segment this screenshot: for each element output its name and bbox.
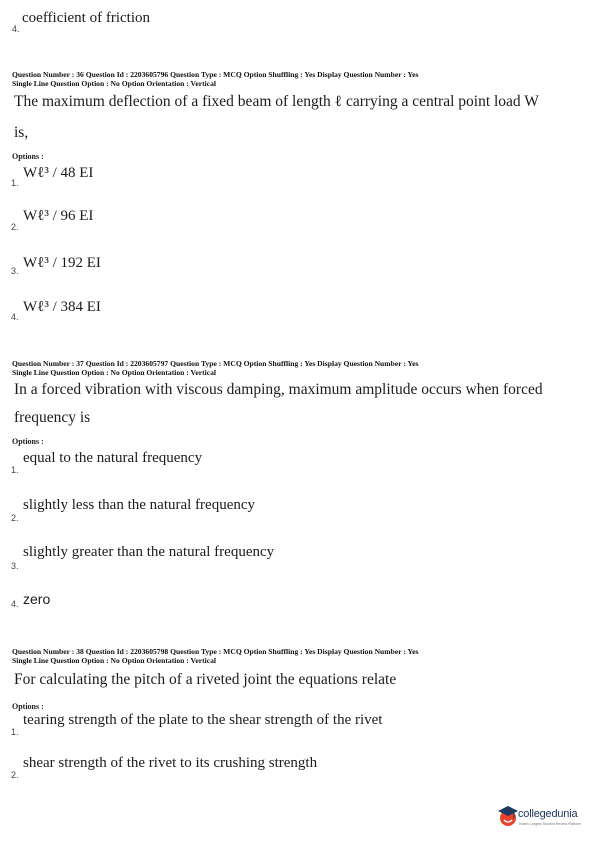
option-number: 4. — [11, 599, 19, 609]
question-meta — [12, 648, 418, 665]
option-number: 3. — [11, 561, 19, 571]
options-label: Options : — [12, 702, 44, 711]
option-text[interactable]: slightly greater than the natural frequency — [23, 544, 275, 560]
option-text[interactable]: Wℓ³ / 96 EI — [23, 208, 94, 224]
logo-tagline: India's Largest Student Review Platform — [519, 822, 582, 826]
meta-line: Question Number : 37 Question Id : 2203605797 Question Type : MCQ Option Shuffling : Yes Display Question Number : Yes — [12, 359, 419, 368]
question-text-cont: frequency is — [14, 409, 91, 426]
option-text[interactable]: slightly less than the natural frequency — [23, 497, 256, 513]
meta-line: Single Line Question Option : No Option Orientation : Vertical — [12, 78, 216, 88]
option-text[interactable]: zero — [23, 591, 51, 607]
question-text: The maximum deflection of a fixed beam of length ℓ carrying a central point load W — [14, 93, 539, 110]
graduation-cap-icon — [497, 804, 519, 830]
question-text: For calculating the pitch of a riveted joint the equations relate — [14, 671, 397, 688]
option-text: coefficient of friction — [22, 10, 150, 26]
option-number: 1. — [11, 727, 19, 737]
meta-line: Question Number : 36 Question Id : 2203605796 Question Type : MCQ Option Shuffling : Yes Display Question Number : Yes — [12, 70, 419, 79]
option-number: 4. — [12, 24, 20, 34]
option-number: 2. — [11, 513, 19, 523]
question-meta — [12, 360, 418, 377]
option-number: 3. — [11, 266, 19, 276]
option-number: 4. — [11, 312, 19, 322]
option-number: 2. — [11, 222, 19, 232]
question-meta — [12, 71, 418, 88]
option-text[interactable]: equal to the natural frequency — [23, 450, 203, 466]
meta-line: Single Line Question Option : No Option Orientation : Vertical — [12, 367, 216, 377]
options-label: Options : — [12, 437, 44, 446]
option-number: 2. — [11, 770, 19, 780]
option-text[interactable]: tearing strength of the plate to the shear strength of the rivet — [23, 712, 383, 728]
option-number: 1. — [11, 465, 19, 475]
option-number: 1. — [11, 178, 19, 188]
options-label: Options : — [12, 152, 44, 161]
option-text[interactable]: Wℓ³ / 384 EI — [23, 299, 101, 315]
logo-wordmark: collegedunia — [518, 808, 578, 820]
question-text-cont: is, — [14, 124, 29, 141]
option-text[interactable]: shear strength of the rivet to its crushing strength — [23, 755, 318, 771]
option-text[interactable]: Wℓ³ / 192 EI — [23, 255, 101, 271]
question-text: In a forced vibration with viscous damping, maximum amplitude occurs when forced — [14, 381, 543, 398]
meta-line: Question Number : 38 Question Id : 2203605798 Question Type : MCQ Option Shuffling : Yes Display Question Number : Yes — [12, 647, 419, 656]
collegedunia-logo — [497, 800, 593, 834]
meta-line: Single Line Question Option : No Option Orientation : Vertical — [12, 655, 216, 665]
option-text[interactable]: Wℓ³ / 48 EI — [23, 165, 94, 181]
